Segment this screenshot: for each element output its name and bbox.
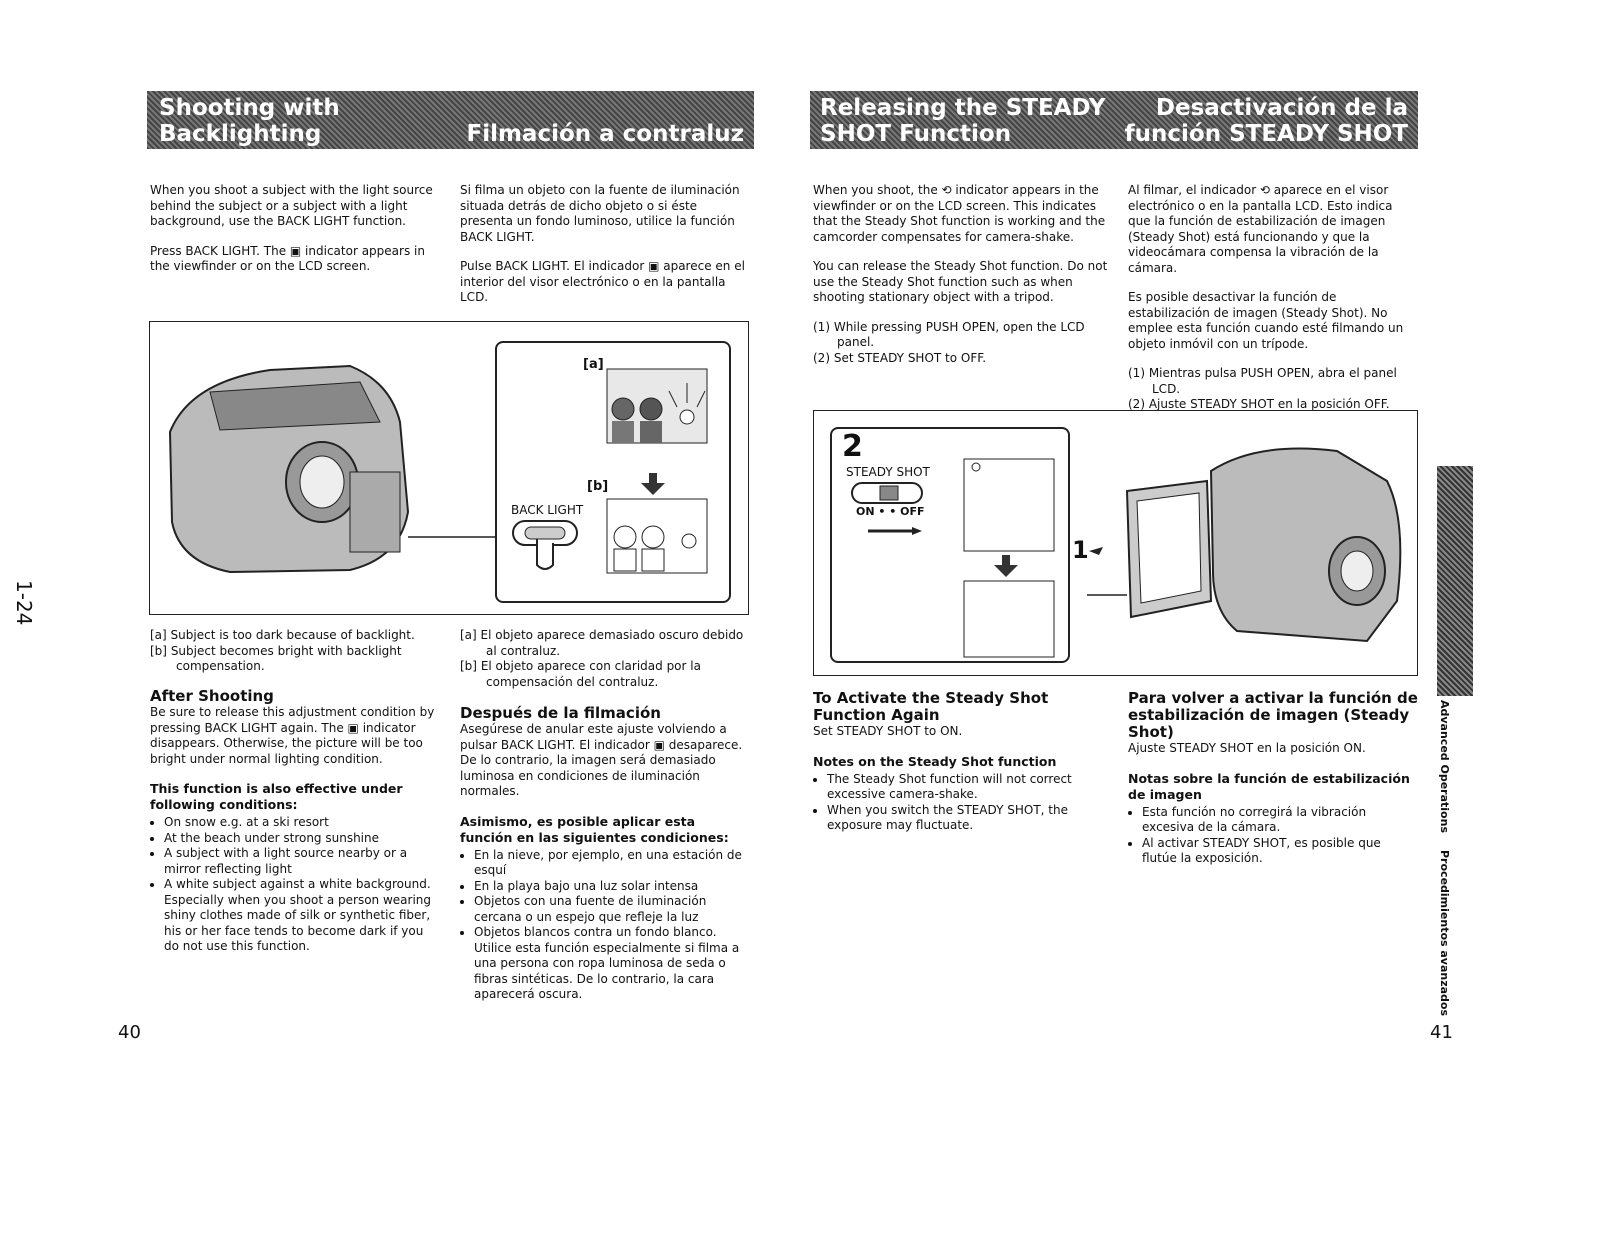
list-item: • At the beach under strong sunshine [164,831,440,847]
list-item: • The Steady Shot function will not correct excessive camera-shake. [827,772,1113,803]
banner-title-es: Filmación a contraluz [466,121,744,147]
steps-es [1128,366,1418,413]
caption-es-b-text: El objeto aparece con claridad por la compensación del contraluz. [480,659,701,689]
banner-title-es-line2: función STEADY SHOT [1124,121,1408,147]
step-2-label: 2 [842,429,863,464]
effective-conditions-title: This function is also effective under following conditions: [150,781,403,812]
caption-en-b [150,644,440,675]
banner-title-en [159,95,340,147]
banner-title-es-line1: Desactivación de la [1155,95,1408,121]
intro-en-p2: Press BACK LIGHT. The ▣ indicator appears in the viewfinder or on the LCD screen. [150,243,425,273]
activate-body-en: Set STEADY SHOT to ON. [813,724,963,738]
condiciones-title: Asimismo, es posible aplicar esta función en las siguientes condiciones: [460,813,729,845]
step-text: While pressing PUSH OPEN, open the LCD panel. [833,319,1085,349]
step-item [813,320,1108,351]
list-item: • Objetos con una fuente de iluminación cercana o un espejo que refleje la luz [474,894,750,925]
on-off-label: ON • • OFF [856,505,925,518]
steady-shot-switch-label: STEADY SHOT [846,465,930,479]
intro-en-p1: When you shoot a subject with the light source behind the subject or a subject with a light background, use the BACK LIGHT function. [150,183,433,228]
list-item: • Al activar STEADY SHOT, es posible que flutúe la exposición. [1142,836,1418,867]
list-item: • On snow e.g. at a ski resort [164,815,440,831]
step-number: (2) [813,350,830,365]
notes-list-en [813,772,1113,834]
side-tab-es: Procedimientos avanzados [1438,850,1451,1017]
caption-es-a-tag: [a] [460,628,477,642]
list-item: • Objetos blancos contra un fondo blanco. Utilice esta función especialmente si filma a una persona con ropa luminosa de seda o fibras sintéticas. De lo contrario, la cara aparecerá oscura. [474,925,750,1003]
step-text: Set STEADY SHOT to OFF. [833,350,987,365]
despues-body: Asegúrese de anular este ajuste volviendo a pulsar BACK LIGHT. El indicador ▣ desaparece. De lo contrario, la imagen será demasiado luminosa en condiciones de iluminación normales. [460,722,743,798]
activate-title-es: Para volver a activar la función de estabilización de imagen (Steady Shot) [1128,689,1418,741]
banner-title-en-line1: Releasing the STEADY [820,95,1106,121]
intro-es-p2: Pulse BACK LIGHT. El indicador ▣ aparece en el interior del visor electrónico o en la pantalla LCD. [460,259,745,304]
caption-en-a [150,628,440,644]
back-light-button-label: BACK LIGHT [511,503,584,517]
activate-es [1128,690,1418,867]
caption-es-b-tag: [b] [460,659,477,673]
after-shooting-es [460,705,750,1003]
section-number: 1-24 [12,580,36,626]
intro-en [150,183,435,289]
step-1-label: 1 [1072,536,1089,564]
banner-title-es [1125,95,1408,147]
steady-shot-switch-diagram [832,429,1068,661]
side-tab-en: Advanced Operations [1438,700,1451,833]
intro-en-right-p2: You can release the Steady Shot function. Do not use the Steady Shot function such as when shooting stationary object with a tripod. [813,259,1108,304]
backlight-diagram [497,343,729,601]
side-tab-marker [1437,466,1473,696]
conditions-list-en [150,815,440,955]
caption-en-a-text: Subject is too dark because of backlight. [170,628,415,642]
activate-title-en: To Activate the Steady Shot Function Again [813,689,1049,724]
page-number-left: 40 [118,1022,141,1043]
backlight-figure [149,321,749,615]
banner-title-en [820,95,1106,147]
banner-title-en-line2: Backlighting [159,121,322,147]
intro-es-right [1128,183,1418,413]
steps-en [813,320,1108,367]
banner-title-en-line1: Shooting with [159,95,340,121]
caption-es-a-text: El objeto aparece demasiado oscuro debido al contraluz. [480,628,744,658]
inset-panel [495,341,731,603]
list-item: • En la nieve, por ejemplo, en una estación de esquí [474,848,750,879]
label-b: [b] [587,479,609,494]
intro-en-right [813,183,1108,366]
notes-title-en: Notes on the Steady Shot function [813,753,1057,769]
list-item: • En la playa bajo una luz solar intensa [474,879,750,895]
label-a: [a] [583,357,604,372]
intro-es-right-p1: Al filmar, el indicador ⟲ aparece en el visor electrónico o en la pantalla LCD. Esto indica que la función de estabilización de imagen (Steady Shot) está funcionando y que la videocámara compensa la vibración de la cámara. [1128,183,1393,275]
caption-en-b-tag: [b] [150,643,167,658]
list-item: • Esta función no corregirá la vibración excesiva de la cámara. [1142,805,1418,836]
caption-es-b [460,659,750,690]
intro-en-right-p1: When you shoot, the ⟲ indicator appears in the viewfinder or on the LCD screen. This indicates that the Steady Shot function is working and the camcorder compensates for camera-shake. [813,183,1106,244]
step-text: Mientras pulsa PUSH OPEN, abra el panel LCD. [1148,366,1397,396]
step-number: (2) [1128,397,1145,411]
camcorder-lcd-open-illustration [1087,411,1417,675]
captions-es [460,628,750,690]
intro-es [460,183,750,320]
banner-steady-shot [810,91,1418,149]
list-item: • A subject with a light source nearby or a mirror reflecting light [164,846,440,877]
notes-list-es [1128,805,1418,867]
caption-en-b-text: Subject becomes bright with backlight compensation. [170,643,402,673]
caption-en-a-tag: [a] [150,628,167,642]
steady-shot-figure [813,410,1418,676]
banner-shooting-backlighting [147,91,754,149]
list-item: • A white subject against a white background. Especially when you shoot a person wearing shiny clothes made of silk or synthetic fiber, his or her face tends to become dark if you do not use this function. [164,877,440,955]
despues-title: Después de la filmación [460,704,661,722]
after-shooting-en [150,688,440,955]
step-text: Ajuste STEADY SHOT en la posición OFF. [1148,397,1390,411]
intro-es-right-p2: Es posible desactivar la función de estabilización de imagen (Steady Shot). No emplee esta función cuando esté filmando un objeto inmóvil con un trípode. [1128,290,1404,351]
captions-en [150,628,440,675]
notes-title-es: Notas sobre la función de estabilización de imagen [1128,770,1410,802]
after-shooting-body: Be sure to release this adjustment condition by pressing BACK LIGHT again. The ▣ indicator disappears. Otherwise, the picture will be too bright under normal lighting condition. [150,705,435,766]
conditions-list-es [460,848,750,1003]
activate-en [813,690,1113,834]
activate-body-es: Ajuste STEADY SHOT en la posición ON. [1128,741,1366,755]
step-item [813,351,1108,367]
page-number-right: 41 [1430,1022,1453,1043]
banner-title-en-line2: SHOT Function [820,121,1012,147]
step-item [1128,366,1418,397]
steady-shot-inset [830,427,1070,663]
intro-es-p1: Si filma un objeto con la fuente de iluminación situada detrás de dicho objeto o si éste presenta un fondo luminoso, utilice la función BACK LIGHT. [460,183,740,244]
caption-es-a [460,628,750,659]
after-shooting-title: After Shooting [150,687,274,705]
step-number: (1) [1128,366,1145,380]
step-number: (1) [813,319,830,334]
list-item: • When you switch the STEADY SHOT, the exposure may fluctuate. [827,803,1113,834]
